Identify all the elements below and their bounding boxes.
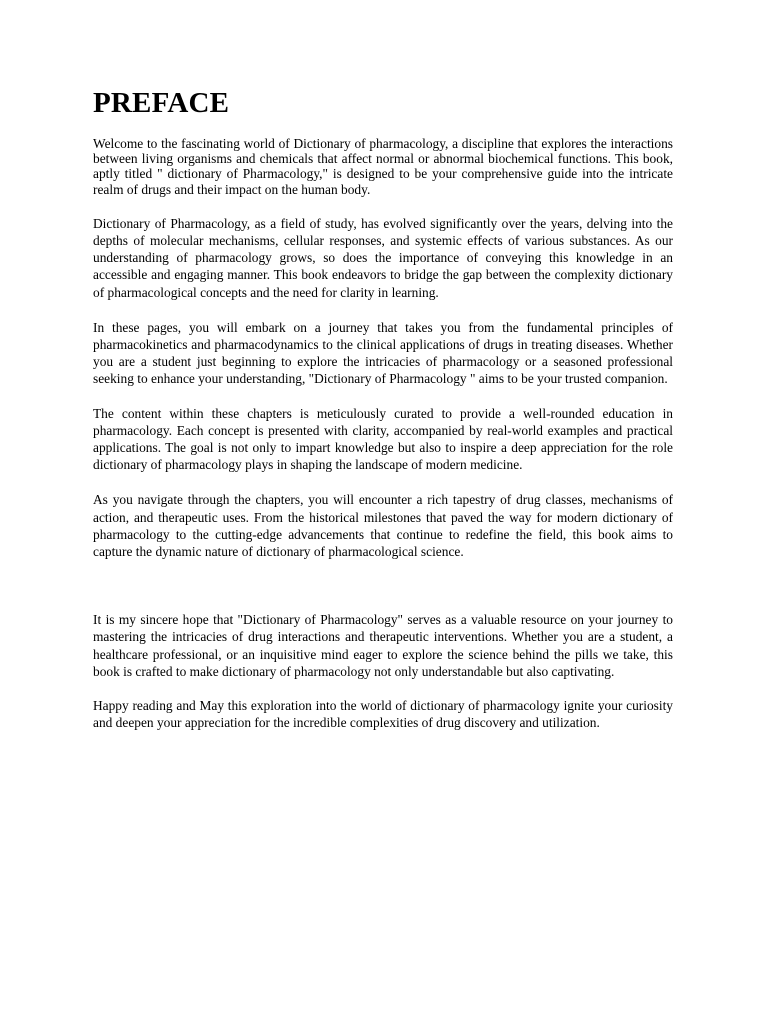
page-title: PREFACE — [93, 87, 230, 119]
document-page — [93, 86, 673, 731]
paragraph-hope: It is my sincere hope that "Dictionary of Pharmacology" serves as a valuable resource on your journey to mastering the intricacies of drug interactions and therapeutic interventions. Whether you are a student, a healthcare professional, or an inquisitive mind eager to explore the science behind the pills we take, this book is crafted to make dictionary of pharmacology not only understandable but also captivating. — [93, 612, 673, 679]
paragraph-welcome: Welcome to the fascinating world of Dictionary of pharmacology, a discipline that explores the interactions between living organisms and chemicals that affect normal or abnormal biochemical functions. This book, aptly titled " dictionary of Pharmacology," is designed to be your comprehensive guide into the intricate realm of drugs and their impact on the human body. — [93, 136, 673, 197]
paragraph-field-of-study: Dictionary of Pharmacology, as a field of study, has evolved significantly over the years, delving into the depths of molecular mechanisms, cellular responses, and systemic effects of various substances. As our understanding of pharmacology grows, so does the importance of conveying this knowledge in an accessible and engaging manner. This book endeavors to bridge the gap between the complexity dictionary of pharmacological concepts and the need for clarity in learning. — [93, 215, 673, 300]
paragraph-journey: In these pages, you will embark on a journey that takes you from the fundamental principles of pharmacokinetics and pharmacodynamics to the clinical applications of drugs in treating diseases. Whether you are a student just beginning to explore the intricacies of pharmacology or a seasoned professional seeking to enhance your understanding, "Dictionary of Pharmacology " aims to be your trusted companion. — [93, 319, 673, 387]
paragraph-content: The content within these chapters is meticulously curated to provide a well-rounded education in pharmacology. Each concept is presented with clarity, accompanied by real-world examples and practical applications. The goal is not only to impart knowledge but also to inspire a deep appreciation for the role dictionary of pharmacology plays in shaping the landscape of modern medicine. — [93, 405, 673, 473]
paragraph-happy-reading: Happy reading and May this exploration into the world of dictionary of pharmacology ignite your curiosity and deepen your appreciation for the incredible complexities of drug discovery and utilization. — [93, 698, 673, 731]
paragraph-navigate: As you navigate through the chapters, you will encounter a rich tapestry of drug classes, mechanisms of action, and therapeutic uses. From the historical milestones that paved the way for modern dictionary of pharmacology to the cutting-edge advancements that continue to redefine the field, this book aims to capture the dynamic nature of dictionary of pharmacological science. — [93, 492, 673, 560]
